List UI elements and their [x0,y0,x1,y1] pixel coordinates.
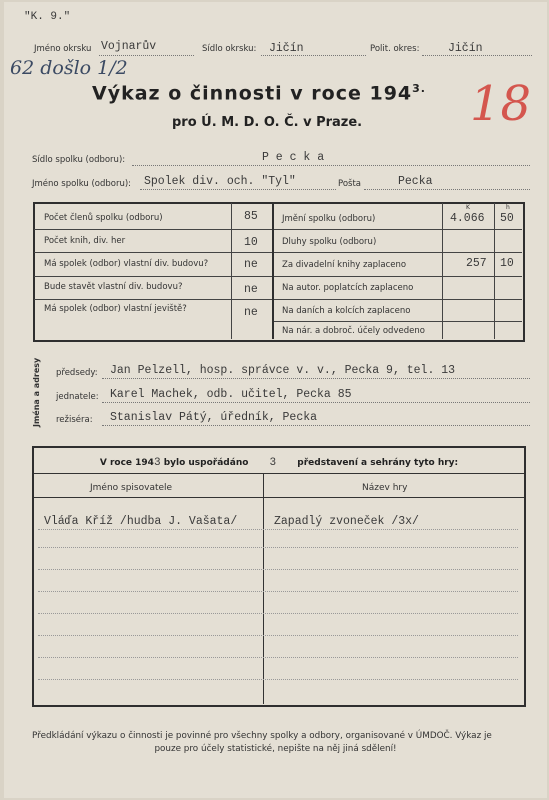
jednatel-label: jednatele: [56,392,99,402]
stat-kc-jmeni: 4.066 [450,212,485,225]
stat-label-stavet: Bude stavět vlastní div. budovu? [44,282,183,292]
sidlo-okrsku-label: Sídlo okrsku: [202,44,257,54]
stat-h-knihy: 10 [500,257,514,270]
stat-label-knih: Počet knih, div. her [44,236,126,246]
jmeno-spolku-label: Jméno spolku (odboru): [32,179,132,189]
col-title: Název hry [362,483,408,493]
stat-value-budova: ne [244,258,258,271]
stat-label-dane: Na daních a kolcích zaplaceno [282,306,411,316]
sidlo-okrsku-value: Jičín [269,42,304,55]
stat-value-knih: 10 [244,236,258,249]
page-title: Výkaz o činnosti v roce $194^{3.}$ [92,82,426,105]
plays-heading: V roce 1943 bylo uspořádáno 3 představení a sehrány tyto hry: [99,457,459,469]
posta-value: Pecka [398,175,433,188]
polit-okres-value: Jičín [448,42,483,55]
header-kc: K [466,204,470,211]
posta-label: Pošta [338,179,361,189]
polit-okres-label: Polit. okres: [370,44,420,54]
rezisera-value: Stanislav Pátý, úředník, Pecka [110,411,318,424]
predseda-label: předsedy: [56,368,98,378]
stat-label-narodni: Na nár. a dobroč. účely odvedeno [282,326,425,336]
jmeno-spolku-value: Spolek div. och. "Tyl" [144,175,296,188]
handwritten-note: 62 došlo 1/2 [10,57,128,79]
stat-label-dluhy: Dluhy spolku (odboru) [282,237,377,247]
form-code: "K. 9." [24,11,71,23]
footer-line-1: Předkládání výkazu o činnosti je povinné pro všechny spolky a odbory, organisované v ÚMDOČ. Výkaz je [32,731,492,741]
play-author-1: Vláďa Kříž /hudba J. Vašata/ [44,515,238,528]
rezisera-label: režiséra: [56,415,93,425]
footer-line-2: pouze pro účely statistické, nepište na něj jiná sdělení! [154,744,397,754]
stat-label-knihy: Za divadelní knihy zaplaceno [282,260,407,270]
predseda-value: Jan Pelzell, hosp. správce v. v., Pecka 9, tel. 13 [110,364,456,377]
stat-label-jmeni: Jmění spolku (odboru) [282,214,376,224]
stat-value-clenu: 85 [244,210,258,223]
jednatel-value: Karel Machek, odb. učitel, Pecka 85 [110,388,352,401]
stat-value-stavet: ne [244,283,258,296]
stat-label-jeviste: Má spolek (odbor) vlastní jeviště? [44,304,187,314]
col-author: Jméno spisovatele [90,483,173,493]
stat-label-autor: Na autor. poplatcích zaplaceno [282,283,414,293]
header-h: h [506,204,510,211]
stat-value-jeviste: ne [244,306,258,319]
adresy-side-label: Jména a adresy [32,357,41,427]
sidlo-spolku-label: Sídlo spolku (odboru): [32,155,126,165]
page-subtitle: pro Ú. M. D. O. Č. v Praze. [172,115,363,130]
okrsek-value: Vojnarův [101,40,157,53]
red-registry-number: 18 [470,76,532,132]
stat-label-budova: Má spolek (odbor) vlastní div. budovu? [44,259,209,269]
sidlo-spolku-value: P e c k a [262,151,325,164]
form-sheet [4,2,547,798]
play-title-1: Zapadlý zvoneček /3x/ [274,515,419,528]
stat-label-clenu: Počet členů spolku (odboru) [44,213,163,223]
okrsek-label: Jméno okrsku [34,44,92,54]
stat-kc-knihy: 257 [466,257,487,270]
stat-h-jmeni: 50 [500,212,514,225]
